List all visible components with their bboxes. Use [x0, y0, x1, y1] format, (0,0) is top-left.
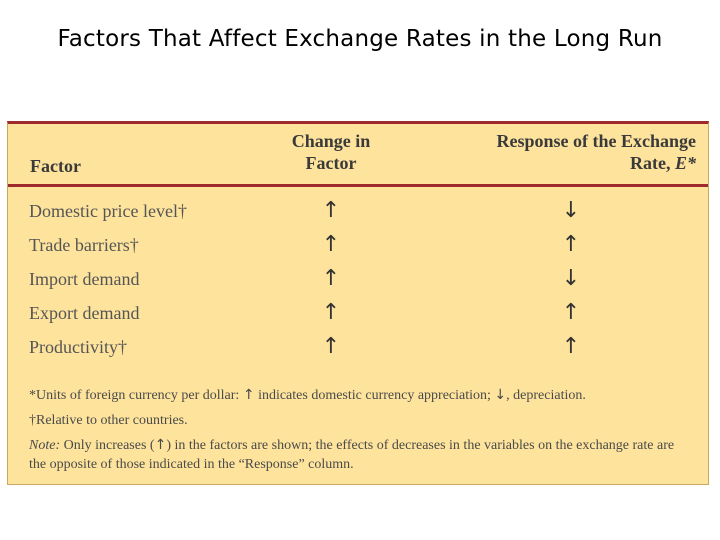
response-down-arrow-icon: ↓: [561, 266, 581, 291]
header-change-line2: Factor: [305, 153, 357, 173]
change-up-arrow-icon: ↑: [321, 198, 341, 223]
header-response: [456, 130, 696, 174]
slide-title: Factors That Affect Exchange Rates in the Long Run: [57, 26, 663, 52]
row-factor-name: Import demand: [29, 269, 140, 289]
response-down-arrow-icon: ↓: [561, 198, 581, 223]
note-text-b: ) in the factors are shown; the effects of decreases in the variables on the exchange rate are the opposite of those indicated in the “Response” column.: [29, 438, 675, 472]
footnote-units-text-c: , depreciation.: [506, 388, 586, 403]
row-factor-name: Export demand: [29, 303, 140, 323]
header-change-line1: Change in: [291, 131, 371, 151]
change-up-arrow-icon: ↑: [321, 266, 341, 291]
response-up-arrow-icon: ↑: [561, 334, 581, 359]
table-row: [8, 266, 708, 303]
up-arrow-icon: ↑: [154, 437, 167, 453]
row-factor-name: Productivity†: [29, 337, 127, 357]
response-up-arrow-icon: ↑: [561, 300, 581, 325]
table-footnotes: [29, 386, 689, 474]
row-factor-name: Domestic price level†: [29, 201, 187, 221]
note-text-a: Only increases (: [63, 438, 155, 453]
response-up-arrow-icon: ↑: [561, 232, 581, 257]
table-row: [8, 198, 708, 235]
footnote-note: [29, 436, 689, 474]
footnote-units: [29, 386, 689, 405]
header-change-in-factor: [266, 130, 396, 174]
change-up-arrow-icon: ↑: [321, 232, 341, 257]
table-row: [8, 300, 708, 337]
header-response-line2: Rate,: [630, 153, 671, 173]
exchange-rate-factors-table: [7, 121, 709, 485]
header-response-symbol: E*: [674, 153, 696, 173]
footnote-units-text-a: *Units of foreign currency per dollar:: [29, 388, 240, 403]
up-arrow-icon: ↑: [242, 387, 255, 403]
header-factor: Factor: [30, 156, 81, 176]
row-factor-name: Trade barriers†: [29, 235, 139, 255]
footnote-relative: †Relative to other countries.: [29, 413, 188, 428]
table-row: [8, 232, 708, 269]
table-header: [8, 124, 708, 187]
down-arrow-icon: ↓: [494, 387, 507, 403]
note-label: Note:: [29, 438, 61, 453]
table-row: [8, 334, 708, 371]
header-response-line1: Response of the Exchange: [496, 131, 696, 151]
change-up-arrow-icon: ↑: [321, 334, 341, 359]
change-up-arrow-icon: ↑: [321, 300, 341, 325]
footnote-units-text-b: indicates domestic currency appreciation;: [258, 388, 491, 403]
